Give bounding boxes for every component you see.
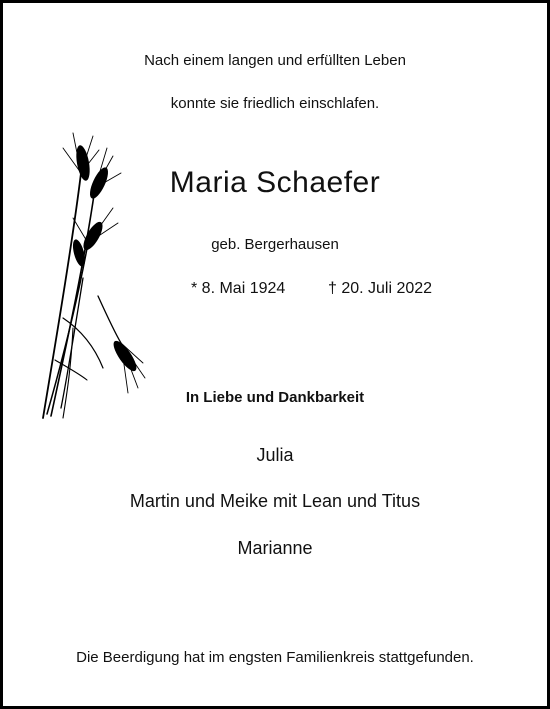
funeral-note: Die Beerdigung hat im engsten Familienkreis stattgefunden. bbox=[76, 649, 474, 666]
mourner-name: Julia bbox=[256, 445, 294, 465]
mourners-heading: In Liebe und Dankbarkeit bbox=[185, 389, 365, 406]
mourner-name: Marianne bbox=[237, 538, 313, 558]
intro-line-2: konnte sie friedlich einschlafen. bbox=[170, 95, 380, 112]
intro-line-1: Nach einem langen und erfüllten Leben bbox=[144, 52, 406, 69]
deceased-name: Maria Schaefer bbox=[169, 166, 381, 199]
maiden-name: geb. Bergerhausen bbox=[211, 236, 339, 253]
mourner-name: Martin und Meike mit Lean und Titus bbox=[129, 491, 421, 511]
death-date: † 20. Juli 2022 bbox=[328, 280, 433, 297]
birth-date: * 8. Mai 1924 bbox=[191, 280, 286, 297]
